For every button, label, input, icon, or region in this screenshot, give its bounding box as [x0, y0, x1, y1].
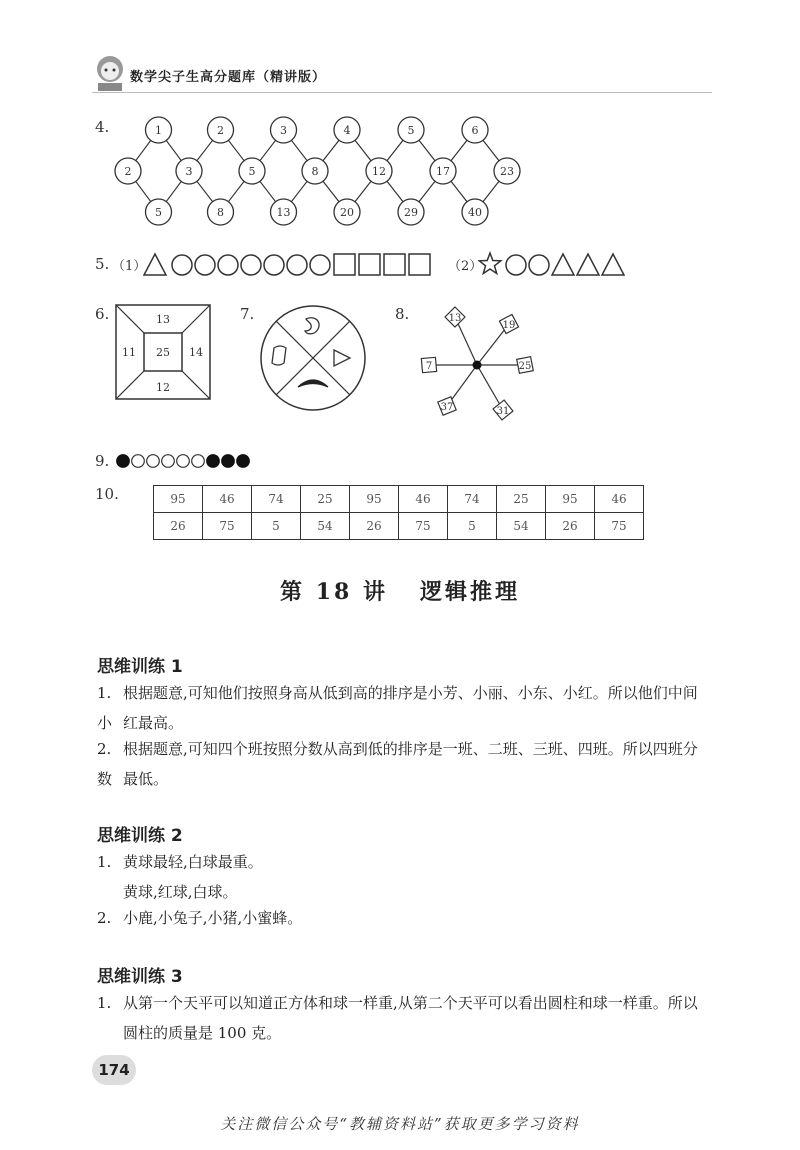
item-text: 根据题意,可知他们按照身高从低到高的排序是小芳、小丽、小东、小红。所以他们中间小 — [97, 684, 698, 732]
node-label: 17 — [436, 165, 450, 178]
spoke-line — [477, 365, 503, 410]
node-label: 2 — [217, 124, 224, 137]
table-cell: 54 — [497, 513, 546, 540]
q6-right-value: 14 — [189, 346, 203, 359]
node-label: 1 — [155, 124, 162, 137]
connector-line — [483, 140, 499, 161]
node-label: 4 — [343, 124, 351, 137]
table-cell: 25 — [497, 486, 546, 513]
section-title: 思维训练 3 — [97, 967, 183, 987]
hollow-dot — [177, 455, 190, 468]
q5-shape-sequence-1 — [140, 250, 440, 278]
section-title: 思维训练 1 — [97, 657, 183, 677]
item-text: 黄球最轻,白球最重。 — [123, 853, 263, 871]
q6-left-value: 11 — [122, 346, 136, 359]
node-label: 3 — [280, 124, 287, 137]
connector-line — [323, 140, 339, 161]
table-cell: 26 — [350, 513, 399, 540]
q7-number: 7. — [240, 305, 255, 323]
table-cell: 95 — [154, 486, 203, 513]
header-title: 数学尖子生高分题库（精讲版） — [130, 70, 327, 85]
connector-line — [260, 140, 276, 160]
q5-number: 5. — [95, 255, 110, 273]
triangle-shape — [144, 254, 166, 275]
node-label: 5 — [407, 124, 415, 137]
connector-line — [451, 181, 467, 202]
connector-line — [291, 181, 307, 201]
q4-number: 4. — [95, 118, 110, 136]
node-label: 3 — [185, 165, 193, 178]
item-text: 小鹿,小兔子,小猪,小蜜蜂。 — [123, 909, 303, 927]
item-continuation: 红最高。 — [123, 714, 184, 732]
table-cell: 46 — [203, 486, 252, 513]
diamond-label: 19 — [502, 320, 516, 331]
table-cell: 54 — [301, 513, 350, 540]
lecture-title: 第 18 讲 逻辑推理 — [280, 579, 520, 605]
q8-star-figure — [405, 300, 555, 430]
item-number: 1. — [97, 684, 112, 702]
star-shape — [479, 253, 501, 274]
filled-dot — [207, 455, 220, 468]
list-item — [97, 734, 707, 794]
filled-dot — [237, 455, 250, 468]
connector-line — [228, 181, 244, 201]
connector-line — [419, 140, 435, 161]
item-number: 2. — [97, 909, 112, 927]
hollow-dot — [132, 455, 145, 468]
triangle-shape-right — [334, 350, 350, 366]
hollow-dot — [147, 455, 160, 468]
q10-number-table — [153, 485, 644, 540]
connector-line — [355, 140, 371, 161]
item-continuation: 最低。 — [123, 770, 169, 788]
circle-shape — [529, 255, 549, 275]
table-cell: 74 — [252, 486, 301, 513]
connector-line — [323, 181, 339, 202]
item-text: 根据题意,可知四个班按照分数从高到低的排序是一班、二班、三班、四班。所以四班分数 — [97, 740, 698, 788]
connector-line — [355, 181, 371, 202]
table-cell: 46 — [595, 486, 644, 513]
q4-diamond-chain — [100, 110, 540, 230]
table-cell: 75 — [203, 513, 252, 540]
q5-shape-sequence-2 — [478, 250, 638, 278]
node-label: 29 — [404, 206, 418, 219]
node-label: 5 — [248, 165, 256, 178]
q5-part2-label: （2） — [448, 259, 483, 274]
triangle-shape — [552, 254, 574, 275]
circle-shape — [218, 255, 238, 275]
q6-center-value: 25 — [156, 346, 170, 359]
header-divider — [92, 92, 712, 93]
connector-line — [483, 181, 499, 202]
q6-square-figure — [114, 303, 214, 403]
table-cell: 5 — [252, 513, 301, 540]
wave-shape-left — [272, 346, 286, 365]
diamond-label: 37 — [440, 402, 454, 413]
q5-part1-label: （1） — [112, 259, 147, 274]
item-number: 1. — [97, 853, 112, 871]
connector-line — [419, 181, 435, 202]
connector-line — [136, 181, 151, 201]
list-item — [97, 903, 707, 933]
q10-number: 10. — [95, 485, 119, 503]
triangle-shape — [577, 254, 599, 275]
connector-line — [197, 140, 213, 160]
circle-shape — [264, 255, 284, 275]
connector-line — [451, 140, 467, 161]
q9-number: 9. — [95, 452, 110, 470]
connector-line — [166, 181, 181, 201]
table-cell: 75 — [399, 513, 448, 540]
node-label: 20 — [340, 206, 354, 219]
node-label: 5 — [155, 206, 162, 219]
connector-line — [260, 181, 276, 201]
item-continuation: 圆柱的质量是 100 克。 — [123, 1024, 282, 1042]
mascot-logo — [92, 52, 128, 94]
circle-shape — [195, 255, 215, 275]
table-row — [154, 513, 644, 540]
circle-shape — [287, 255, 307, 275]
node-label: 8 — [217, 206, 224, 219]
node-label: 40 — [468, 206, 482, 219]
table-cell: 75 — [595, 513, 644, 540]
table-cell: 5 — [448, 513, 497, 540]
crescent-shape-bottom — [298, 380, 328, 387]
node-label: 6 — [471, 124, 479, 137]
connector-line — [387, 181, 403, 202]
circle-shape — [506, 255, 526, 275]
circle-shape — [241, 255, 261, 275]
connector-line — [136, 140, 151, 160]
q6-top-value: 13 — [156, 313, 170, 326]
footer-note: 关注微信公众号“教辅资料站”获取更多学习资料 — [220, 1115, 580, 1133]
circle-shape — [172, 255, 192, 275]
circle-shape — [310, 255, 330, 275]
connector-line — [228, 140, 244, 160]
square-shape — [384, 254, 405, 275]
list-item — [97, 678, 707, 738]
hollow-dot — [192, 455, 205, 468]
table-cell: 26 — [154, 513, 203, 540]
section-title: 思维训练 2 — [97, 826, 183, 846]
triangle-shape — [602, 254, 624, 275]
diamond-label: 31 — [496, 406, 510, 417]
page-number: 174 — [92, 1055, 136, 1085]
connector-line — [387, 140, 403, 161]
filled-dot — [117, 455, 130, 468]
table-cell: 95 — [350, 486, 399, 513]
q9-dot-sequence — [115, 452, 265, 470]
item-continuation: 黄球,红球,白球。 — [123, 883, 238, 901]
q6-bottom-value: 12 — [156, 381, 170, 394]
connector-line — [166, 140, 181, 160]
item-number: 2. — [97, 740, 112, 758]
square-shape — [409, 254, 430, 275]
filled-dot — [222, 455, 235, 468]
connector-line — [291, 140, 307, 160]
table-cell: 95 — [546, 486, 595, 513]
diamond-label: 13 — [448, 313, 462, 324]
table-cell: 74 — [448, 486, 497, 513]
table-cell: 25 — [301, 486, 350, 513]
node-label: 12 — [372, 165, 386, 178]
diamond-label: 25 — [518, 361, 532, 372]
node-label: 23 — [500, 165, 514, 178]
table-row — [154, 486, 644, 513]
hollow-dot — [162, 455, 175, 468]
table-cell: 26 — [546, 513, 595, 540]
center-dot — [473, 361, 482, 370]
item-text: 从第一个天平可以知道正方体和球一样重,从第二个天平可以看出圆柱和球一样重。所以 — [123, 994, 698, 1012]
list-item — [97, 847, 707, 877]
connector-line — [197, 181, 213, 201]
crescent-shape-top — [305, 318, 319, 334]
square-shape — [334, 254, 355, 275]
square-shape — [359, 254, 380, 275]
table-cell: 46 — [399, 486, 448, 513]
q6-number: 6. — [95, 305, 110, 323]
node-label: 13 — [276, 206, 291, 219]
node-label: 8 — [311, 165, 319, 178]
list-item — [97, 988, 707, 1018]
q8-number: 8. — [395, 305, 410, 323]
q7-circle-figure — [258, 303, 368, 413]
node-label: 2 — [124, 165, 132, 178]
diamond-label: 7 — [425, 361, 433, 372]
item-number: 1. — [97, 994, 112, 1012]
